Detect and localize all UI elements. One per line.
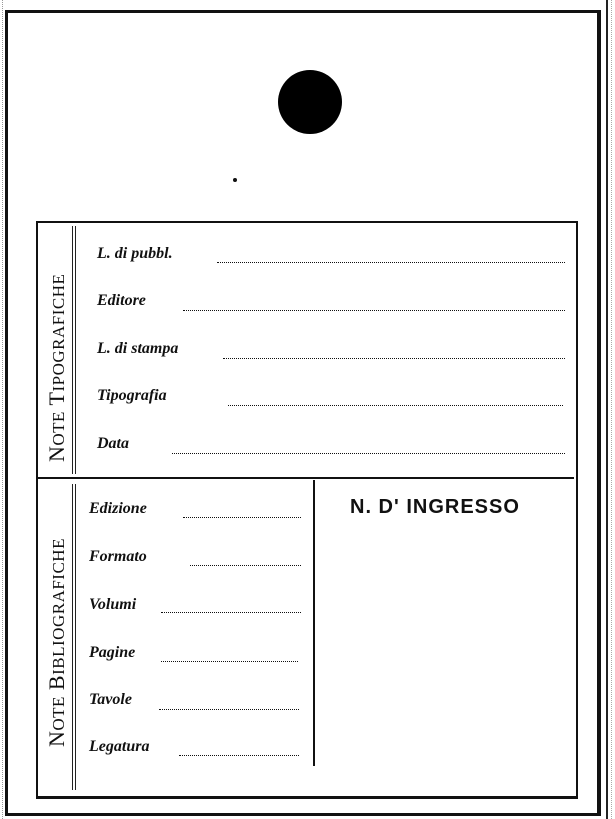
field-label-tipografia: Tipografia (97, 387, 167, 404)
field-line-tipografia[interactable] (228, 405, 563, 406)
field-label-volumi: Volumi (89, 596, 137, 613)
field-line-editore[interactable] (183, 310, 565, 311)
field-label-luogo-stampa: L. di stampa (97, 340, 179, 357)
field-line-pagine[interactable] (161, 661, 298, 662)
field-line-volumi[interactable] (161, 612, 301, 613)
bottom-label-column-divider (72, 484, 76, 790)
field-line-formato[interactable] (190, 565, 301, 566)
field-label-luogo-pubblicazione: L. di pubbl. (97, 245, 173, 262)
field-label-pagine: Pagine (89, 644, 136, 661)
field-line-legatura[interactable] (179, 755, 299, 756)
ink-speck (233, 178, 237, 182)
section-divider (36, 477, 574, 479)
field-line-data[interactable] (172, 453, 565, 454)
field-label-legatura: Legatura (89, 738, 150, 755)
field-label-tavole: Tavole (89, 691, 132, 708)
field-line-luogo-pubblicazione[interactable] (217, 262, 565, 263)
numero-ingresso-label: N. D' INGRESSO (350, 496, 520, 518)
field-label-edizione: Edizione (89, 500, 147, 517)
top-label-column-divider (72, 226, 76, 474)
field-label-editore: Editore (97, 292, 146, 309)
punch-hole (278, 70, 342, 134)
note-bibliografiche-label: NOTE BIBLIOGRAFICHE (44, 538, 69, 747)
field-line-edizione[interactable] (183, 517, 301, 518)
ingresso-column-divider (313, 480, 315, 766)
field-label-formato: Formato (89, 548, 147, 565)
card-right-edge (606, 0, 612, 819)
field-line-luogo-stampa[interactable] (223, 358, 565, 359)
note-tipografiche-label: NOTE TIPOGRAFICHE (44, 273, 69, 462)
field-label-data: Data (97, 435, 129, 452)
field-line-tavole[interactable] (159, 709, 299, 710)
